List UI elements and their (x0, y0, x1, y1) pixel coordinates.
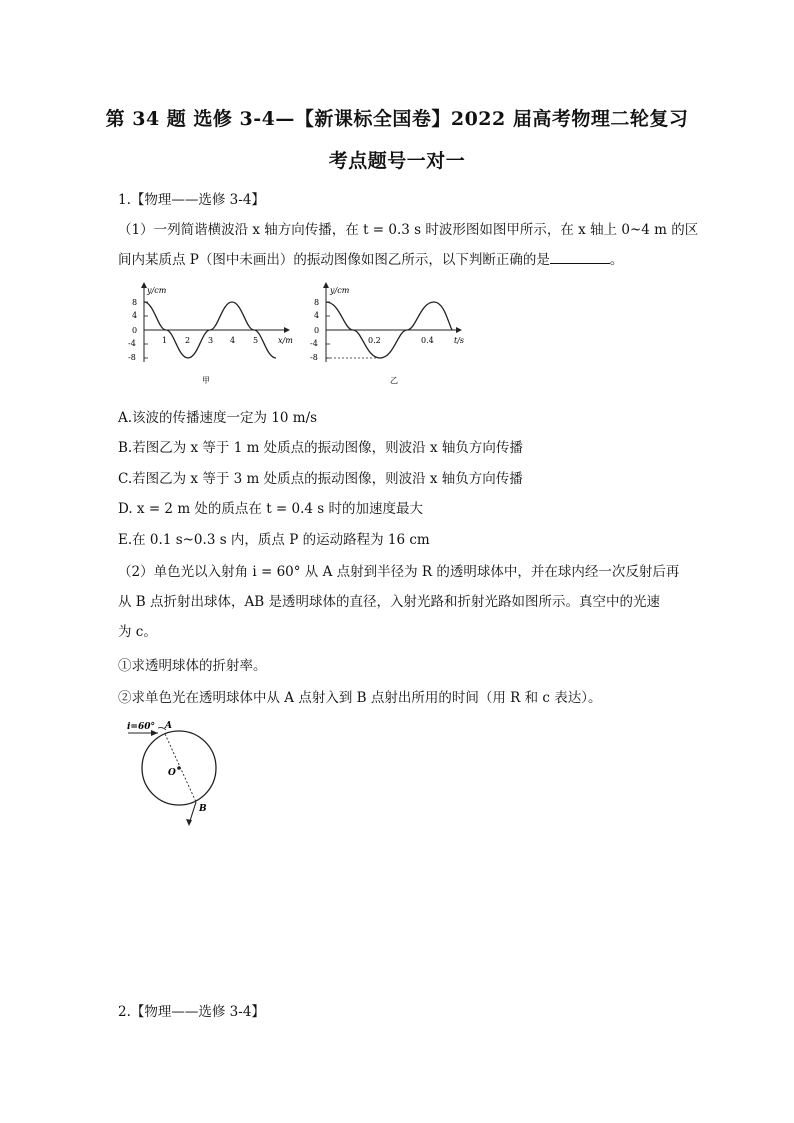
refracted-ray-arrow (186, 819, 192, 826)
t-axis-arrow (456, 327, 462, 333)
y-tick-label: 4 (132, 311, 138, 320)
angle-label: i=60° (127, 722, 155, 732)
q1-part1-line2 (118, 248, 623, 268)
point-b-label: B (199, 804, 207, 814)
q1-part2-sub1: ①求透明球体的折射率。 (118, 658, 267, 674)
x-axis-arrow (284, 327, 290, 333)
option-d: D. x = 2 m 处的质点在 t = 0.4 s 时的加速度最大 (118, 501, 423, 517)
x-tick-label: 5 (253, 336, 259, 345)
y-tick-label: -8 (310, 353, 318, 362)
y-axis-arrow (323, 282, 329, 288)
page-title-line1: 第 34 题 选修 3-4—【新课标全国卷】2022 届高考物理二轮复习 (105, 108, 689, 130)
t-tick-label: 0.4 (421, 336, 434, 345)
y-tick-label: -4 (128, 339, 136, 348)
center-point (177, 766, 181, 770)
wave-curve (144, 302, 276, 358)
figure-caption: 甲 (202, 376, 210, 385)
vibration-graph-yi (304, 282, 484, 392)
option-e: E.在 0.1 s~0.3 s 内，质点 P 的运动路程为 16 cm (118, 532, 430, 548)
option-b: B.若图乙为 x 等于 1 m 处质点的振动图像，则波沿 x 轴负方向传播 (118, 440, 523, 456)
t-tick-label: 0.2 (368, 336, 381, 345)
page-title-line2: 考点题号一对一 (328, 150, 466, 172)
x-axis-label: x/m (278, 336, 293, 345)
y-tick-label: 4 (314, 311, 320, 320)
point-a-label: A (165, 721, 172, 731)
y-axis-label: y/cm (330, 286, 350, 295)
y-axis-label: y/cm (147, 286, 167, 295)
figure-caption: 乙 (390, 376, 398, 385)
q1-part2-line1: （2）单色光以入射角 i = 60° 从 A 点射到半径为 R 的透明球体中，并在球内经一次反射后再 (118, 564, 680, 580)
sphere-diagram (122, 716, 232, 834)
q1-part1-line2-end: 。 (609, 252, 624, 268)
y-tick-label: -4 (310, 339, 318, 348)
x-tick-label: 3 (208, 336, 214, 345)
x-tick-label: 2 (185, 336, 191, 345)
question-1-heading: 1.【物理——选修 3-4】 (118, 192, 265, 208)
y-tick-label: 0 (314, 326, 320, 335)
q1-part1-line1: （1）一列简谐横波沿 x 轴方向传播，在 t = 0.3 s 时波形图如图甲所示，在 x 轴上 0~4 m 的区 (118, 222, 699, 238)
q1-part1-line2-text: 间内某质点 P（图中未画出）的振动图像如图乙所示，以下判断正确的是 (118, 252, 550, 268)
q1-part2-sub2: ②求单色光在透明球体中从 A 点射入到 B 点射出所用的时间（用 R 和 c 表达）。 (118, 690, 602, 706)
y-tick-label: 0 (132, 326, 138, 335)
y-tick-label: 8 (314, 298, 320, 307)
x-tick-label: 1 (162, 336, 168, 345)
option-c: C.若图乙为 x 等于 3 m 处质点的振动图像，则波沿 x 轴负方向传播 (118, 471, 523, 487)
t-axis-label: t/s (454, 336, 465, 345)
x-tick-label: 4 (230, 336, 236, 345)
q1-part2-line3: 为 c。 (118, 624, 157, 640)
y-tick-label: 8 (132, 298, 138, 307)
answer-blank (550, 251, 610, 264)
option-a: A.该波的传播速度一定为 10 m/s (118, 410, 318, 426)
wave-graph-jia (118, 282, 298, 392)
q1-part2-line2: 从 B 点折射出球体，AB 是透明球体的直径，入射光路和折射光路如图所示。真空中的光速 (118, 594, 660, 610)
question-2-heading: 2.【物理——选修 3-4】 (118, 1004, 265, 1020)
point-o-label: O (168, 768, 176, 778)
y-tick-label: -8 (128, 353, 136, 362)
